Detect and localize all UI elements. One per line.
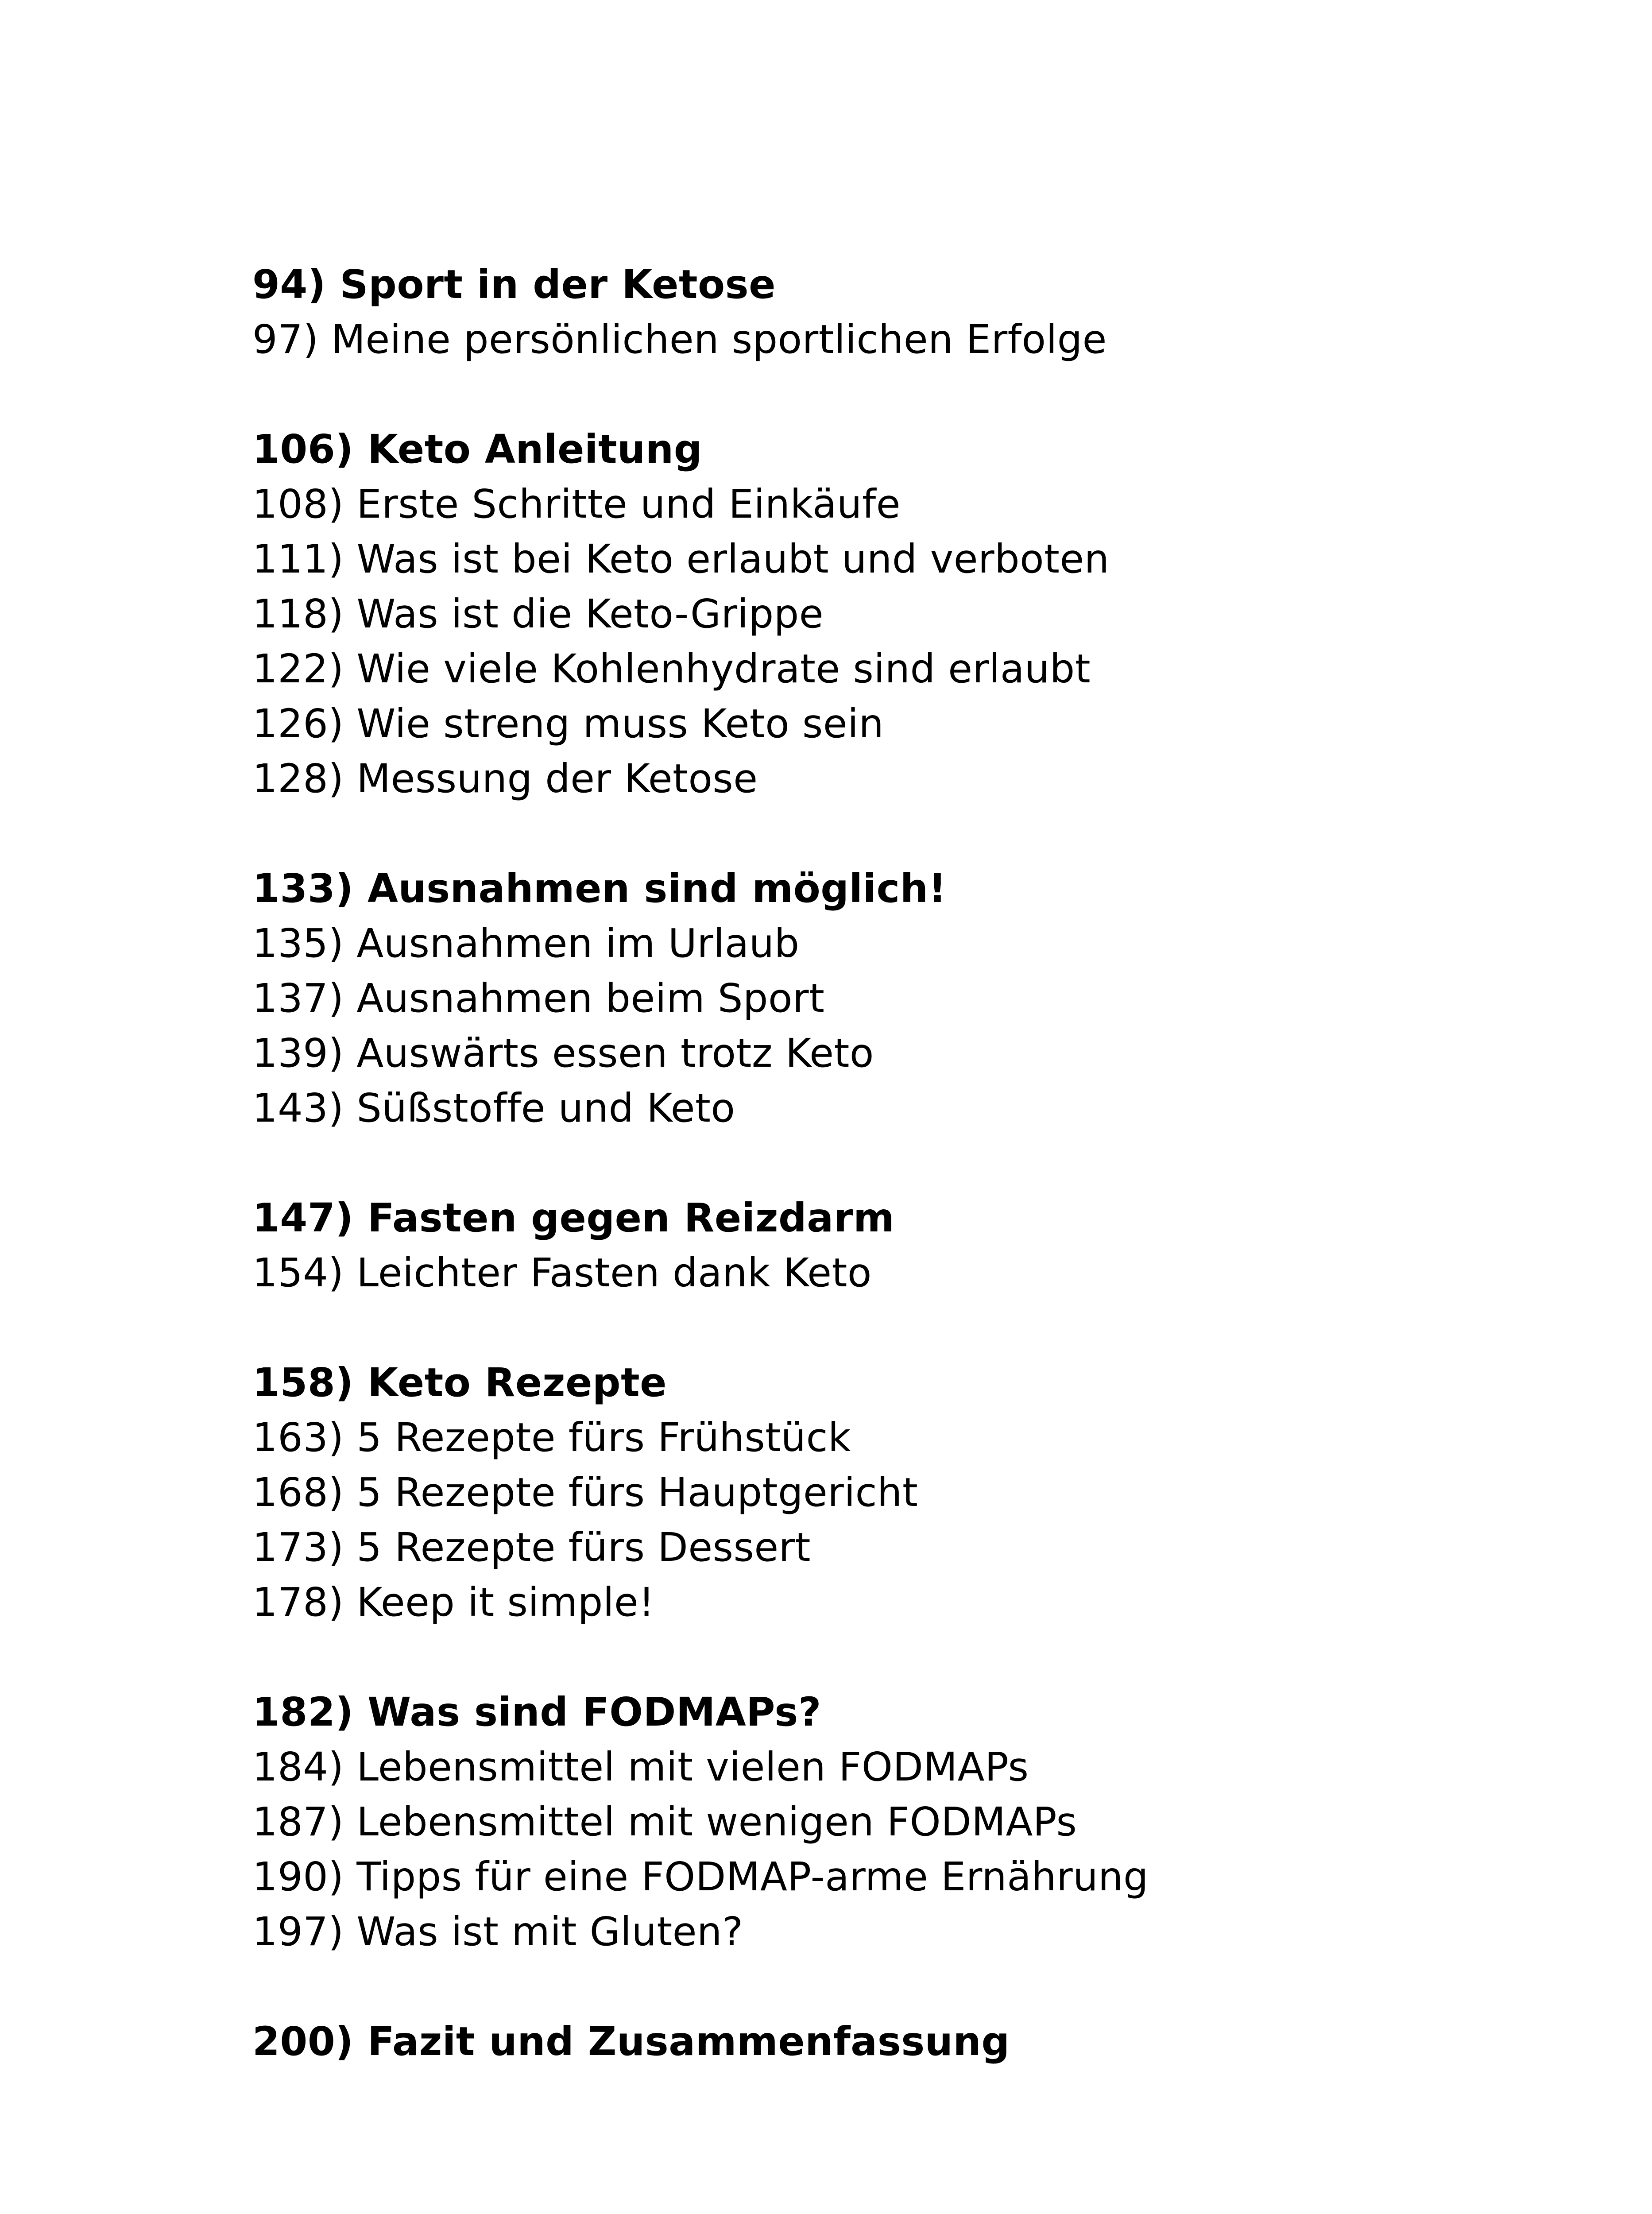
toc-entry: 143) Süßstoffe und Keto: [252, 1085, 735, 1131]
toc-entry: 173) 5 Rezepte fürs Dessert: [252, 1524, 811, 1570]
toc-entry: 154) Leichter Fasten dank Keto: [252, 1250, 872, 1296]
toc-entry: 163) 5 Rezepte fürs Frühstück: [252, 1414, 851, 1460]
toc-entry: 187) Lebensmittel mit wenigen FODMAPs: [252, 1799, 1077, 1845]
toc-entry: 118) Was ist die Keto-Grippe: [252, 591, 824, 637]
toc-entry: 137) Ausnahmen beim Sport: [252, 975, 825, 1021]
toc-entry: 126) Wie streng muss Keto sein: [252, 701, 884, 747]
toc-entry: 108) Erste Schritte und Einkäufe: [252, 481, 901, 527]
toc-section: [252, 1190, 1581, 1300]
toc-section: [252, 2014, 1581, 2069]
toc-heading: 94) Sport in der Ketose: [252, 261, 776, 307]
toc-section: [252, 861, 1581, 1135]
toc-heading: 158) Keto Rezepte: [252, 1359, 667, 1405]
toc-entry: 122) Wie viele Kohlenhydrate sind erlaubt: [252, 646, 1091, 692]
toc-heading: 182) Was sind FODMAPs?: [252, 1689, 822, 1735]
toc-section: [252, 1684, 1581, 1959]
toc-heading: 106) Keto Anleitung: [252, 426, 702, 472]
toc-entry: 168) 5 Rezepte fürs Hauptgericht: [252, 1469, 918, 1515]
toc-entry: 139) Auswärts essen trotz Keto: [252, 1030, 874, 1076]
toc-section: [252, 257, 1581, 367]
toc-heading: 133) Ausnahmen sind möglich!: [252, 865, 947, 911]
toc-entry: 128) Messung der Ketose: [252, 755, 758, 801]
toc-section: [252, 422, 1581, 806]
table-of-contents: [252, 257, 1581, 2124]
toc-entry: 190) Tipps für eine FODMAP-arme Ernährung: [252, 1854, 1149, 1900]
toc-entry: 111) Was ist bei Keto erlaubt und verboten: [252, 536, 1110, 582]
toc-entry: 184) Lebensmittel mit vielen FODMAPs: [252, 1744, 1029, 1790]
toc-section: [252, 1355, 1581, 1630]
toc-entry: 178) Keep it simple!: [252, 1579, 655, 1625]
toc-entry: 197) Was ist mit Gluten?: [252, 1908, 743, 1955]
toc-entry: 135) Ausnahmen im Urlaub: [252, 920, 800, 966]
toc-heading: 147) Fasten gegen Reizdarm: [252, 1195, 895, 1241]
toc-heading: 200) Fazit und Zusammenfassung: [252, 2018, 1010, 2064]
toc-entry: 97) Meine persönlichen sportlichen Erfolge: [252, 316, 1107, 362]
